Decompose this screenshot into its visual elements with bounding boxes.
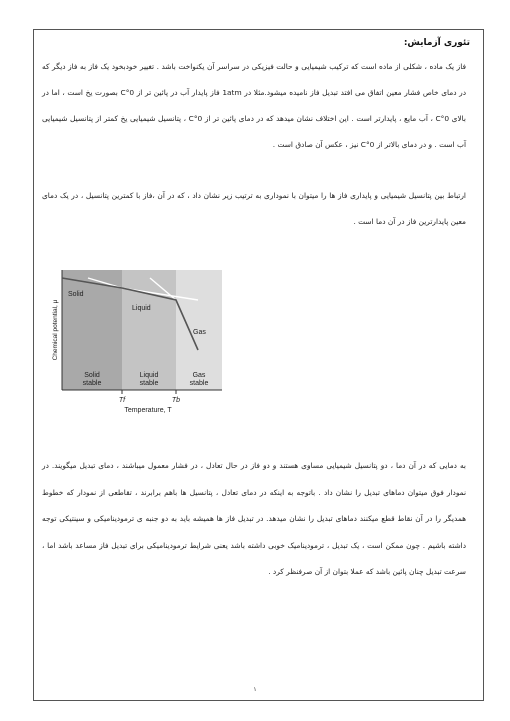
paragraph-potential-stability: ارتباط بین پتانسیل شیمیایی و پایداری فاز ها را میتوان با نموداری به ترتیب زیر نشان داد ، که در آن ،فاز با کمترین پتانسیل ، در یک دمای معین پایدارترین فاز در آن دما است . [42, 191, 466, 226]
chemical-potential-diagram [48, 266, 228, 418]
liquid-region-label-2: stable [139, 380, 159, 387]
page-number: ۱ [253, 686, 257, 693]
gas-region-label-2: stable [189, 380, 209, 387]
paragraph-phase-definition: فاز یک ماده ، شکلی از ماده است که ترکیب شیمیایی و حالت فیزیکی در سراسر آن یکنواخت باشد . تغییر خودبخود یک فاز به فاز دیگر که در دمای خاص فشار معین اتفاق می افتد تبدیل فاز نامیده میشود.مثلا در 1atm فاز پایدار آب در پائین تر از 0°C بصورت یخ است ، اما در بالای 0°C ، آب مایع ، پایدارتر است . این اختلاف نشان میدهد که در دمای پائین تر از 0°C ، پتانسیل شیمیایی یخ کمتر از پتانسیل شیمیایی آب است . و در دمای بالاتر از 0°C نیز ، عکس آن صادق است . [42, 62, 467, 149]
x-axis-label: Temperature, T [124, 407, 172, 414]
liquid-region-label-1: Liquid [139, 372, 159, 379]
tb-tick-label: Tb [171, 397, 181, 404]
y-axis-label: Chemical potential, μ [52, 299, 59, 361]
solid-region-label-2: stable [82, 380, 102, 387]
solid-line-label: Solid [68, 291, 84, 298]
gas-region-label-1: Gas [192, 372, 206, 379]
solid-region-label-1: Solid [84, 372, 100, 379]
gas-line-label: Gas [193, 329, 206, 336]
paragraph-transition-temperature: به دمایی که در آن دما ، دو پتانسیل شیمیایی مساوی هستند و دو فاز در حال تعادل ، در فشار معمول میباشند ، دمای تبدیل میگویند. در نمودار فوق میتوان دماهای تبدیل را نشان داد . باتوجه به اینکه در دمای تعادل ، پتانسیل ها باهم برابرند ، تقاطعی از نمودار که خطوط همدیگر را در آن نقاط قطع میکنند دماهای تبدیل را نشان میدهد. در تبدیل فاز ها همیشه باید به دو جنبه ی ترمودینامیکی و سینتیکی توجه داشته باشیم . چون ممکن است ، یک تبدیل ، ترمودینامیک خوبی داشته باشد یعنی شرایط ترمودینامیکی برای تبدیل فاز مساعد باشد اما ، سرعت تبدیل چنان پائین باشد که عملا بتوان از آن صرفنظر کرد . [42, 461, 466, 576]
tf-tick-label: Tf [118, 397, 126, 404]
liquid-line-label: Liquid [132, 305, 151, 312]
section-heading: تئوری آزمایش: [403, 38, 470, 48]
